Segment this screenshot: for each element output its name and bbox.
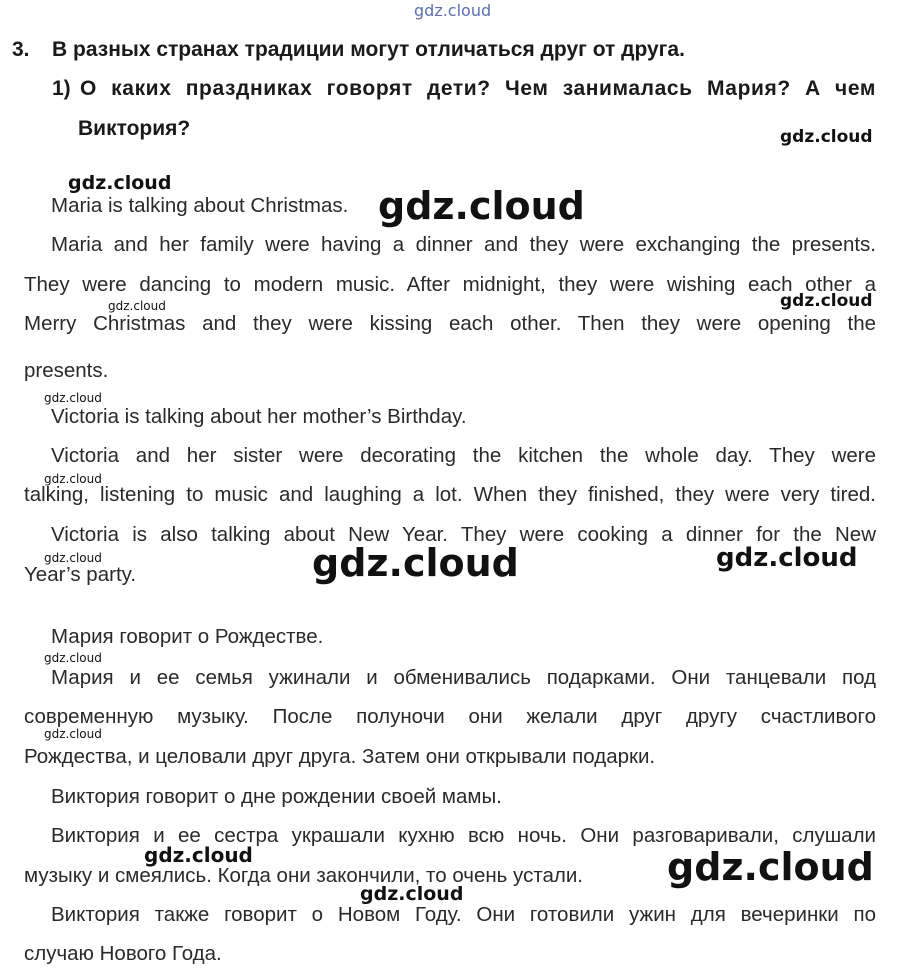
answer-ru-line-6: Виктория и ее сестра украшали кухню всю ночь. Они разговаривали, слушали bbox=[51, 824, 876, 847]
answer-en-line-4: Merry Christmas and they were kissing each other. Then they were opening the bbox=[24, 312, 876, 335]
watermark: gdz.cloud bbox=[312, 541, 519, 585]
answer-ru-line-4: Рождества, и целовали друг друга. Затем они открывали подарки. bbox=[24, 745, 656, 768]
watermark: gdz.cloud bbox=[44, 391, 102, 405]
watermark: gdz.cloud bbox=[716, 543, 858, 573]
watermark: gdz.cloud bbox=[68, 172, 172, 194]
watermark: gdz.cloud bbox=[44, 651, 102, 665]
answer-ru-line-2: Мария и ее семья ужинали и обменивались подарками. Они танцевали под bbox=[51, 666, 876, 689]
answer-en-line-3: They were dancing to modern music. After midnight, they were wishing each other a bbox=[24, 273, 876, 296]
answer-ru-line-5: Виктория говорит о дне рождении своей мамы. bbox=[51, 785, 502, 808]
watermark: gdz.cloud bbox=[44, 551, 102, 565]
watermark: gdz.cloud bbox=[780, 127, 873, 147]
answer-ru-line-7: музыку и смеялись. Когда они закончили, то очень устали. bbox=[24, 864, 583, 887]
subtask-number: 1) bbox=[52, 77, 71, 100]
answer-en-line-5: presents. bbox=[24, 359, 109, 382]
answer-ru-line-3: современную музыку. После полуночи они желали друг другу счастливого bbox=[24, 705, 876, 728]
answer-en-line-10: Year’s party. bbox=[24, 563, 137, 586]
task-title: В разных странах традиции могут отличаться друг от друга. bbox=[52, 38, 685, 61]
watermark: gdz.cloud bbox=[780, 291, 873, 311]
watermark: gdz.cloud bbox=[378, 184, 585, 228]
answer-en-line-7: Victoria and her sister were decorating the kitchen the whole day. They were bbox=[51, 444, 876, 467]
watermark: gdz.cloud bbox=[144, 843, 253, 867]
answer-en-line-9: Victoria is also talking about New Year. They were cooking a dinner for the New bbox=[51, 523, 876, 546]
subtask-question-line2: Виктория? bbox=[78, 117, 191, 140]
task-number: 3. bbox=[12, 38, 30, 61]
answer-en-line-6: Victoria is talking about her mother’s Birthday. bbox=[51, 405, 467, 428]
answer-en-line-2: Maria and her family were having a dinner and they were exchanging the presents. bbox=[51, 233, 876, 256]
watermark: gdz.cloud bbox=[360, 883, 464, 905]
watermark: gdz.cloud bbox=[44, 727, 102, 741]
watermark: gdz.cloud bbox=[108, 299, 166, 313]
answer-en-line-8: talking, listening to music and laughing a lot. When they finished, they were very tired. bbox=[24, 483, 876, 506]
watermark-top: gdz.cloud bbox=[414, 1, 492, 20]
watermark: gdz.cloud bbox=[44, 472, 102, 486]
answer-ru-line-1: Мария говорит о Рождестве. bbox=[51, 625, 324, 648]
subtask-question-line1: О каких праздниках говорят дети? Чем занималась Мария? А чем bbox=[80, 77, 876, 100]
watermark: gdz.cloud bbox=[667, 845, 874, 889]
answer-ru-line-8: Виктория также говорит о Новом Году. Они готовили ужин для вечеринки по bbox=[51, 903, 876, 926]
answer-ru-line-9: случаю Нового Года. bbox=[24, 942, 222, 965]
answer-en-line-1: Maria is talking about Christmas. bbox=[51, 194, 349, 217]
